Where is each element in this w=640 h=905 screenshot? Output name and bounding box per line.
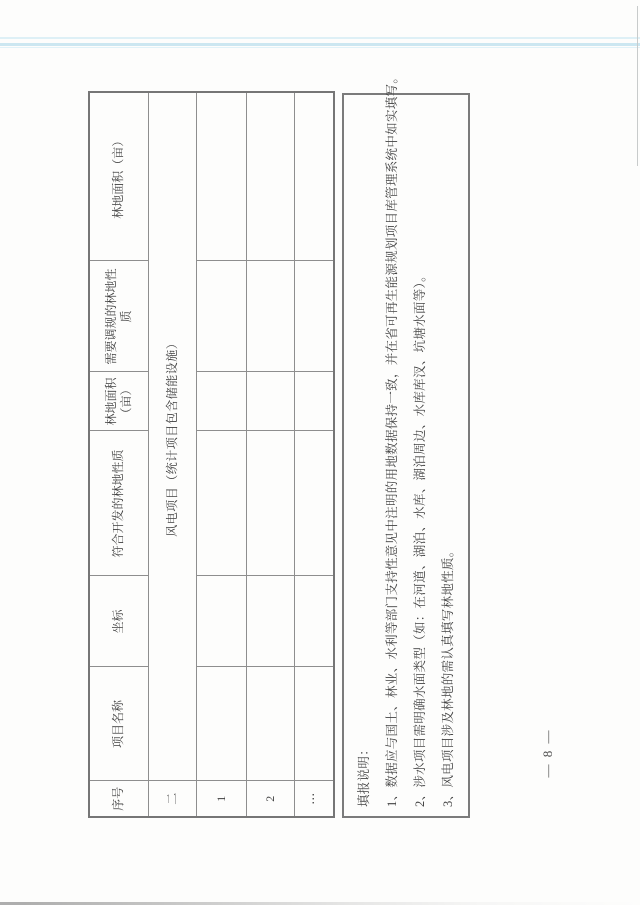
empty-cell	[246, 576, 294, 667]
empty-cell	[196, 92, 246, 261]
page-number: — 8 —	[540, 728, 555, 778]
empty-cell	[294, 431, 334, 576]
row-index-cell: 2	[246, 781, 294, 817]
col-header-adjust-forest-type: 需要调规的林地性质	[89, 261, 148, 372]
empty-cell	[246, 261, 294, 372]
table-row-ellipsis	[294, 92, 334, 817]
table-row	[246, 92, 294, 817]
empty-cell	[196, 261, 246, 372]
empty-cell	[294, 92, 334, 261]
empty-cell	[196, 372, 246, 431]
filing-notes-box	[342, 70, 470, 818]
row-index-cell: 1	[196, 781, 246, 817]
table-header-row	[89, 92, 148, 817]
col-header-forest-area-1: 林地面积（亩）	[89, 372, 148, 431]
notes-title: 填报说明：	[357, 742, 371, 807]
empty-cell	[294, 667, 334, 781]
col-header-suitable-forest-type: 符合开发的林地性质	[89, 431, 148, 576]
empty-cell	[294, 372, 334, 431]
row-index-cell: 二	[148, 781, 196, 817]
empty-cell	[196, 431, 246, 576]
col-header-forest-area-2: 林地面积（亩）	[89, 92, 148, 261]
scan-right-edge-artifact	[637, 6, 638, 166]
empty-cell	[196, 667, 246, 781]
empty-cell	[246, 92, 294, 261]
note-item-1: 1、数据应与国土、林业、水利等部门支持性意见中注明的用地数据保持一致，并在省可再生能源规划项目库管理系统中如实填写。	[385, 70, 399, 807]
table-row-section	[148, 92, 196, 817]
note-item-2: 2、涉水项目需明确水面类型（如：在河道、湖泊、水库、湖泊周边、水库库汊、坑塘水面等）。	[413, 269, 427, 807]
forest-land-project-table	[88, 91, 335, 818]
empty-cell	[246, 431, 294, 576]
col-header-project-name: 项目名称	[89, 667, 148, 781]
row-index-cell: ⋯	[294, 781, 334, 817]
empty-cell	[294, 261, 334, 372]
col-header-index: 序号	[89, 781, 148, 817]
empty-cell	[246, 667, 294, 781]
table-row	[196, 92, 246, 817]
project-name-cell: 风电项目（统计项目包含储能设施）	[148, 92, 196, 781]
col-header-coordinates: 坐标	[89, 576, 148, 667]
empty-cell	[196, 576, 246, 667]
empty-cell	[246, 372, 294, 431]
note-item-3: 3、风电项目涉及林地的需认真填写林地性质。	[441, 544, 455, 807]
empty-cell	[294, 576, 334, 667]
